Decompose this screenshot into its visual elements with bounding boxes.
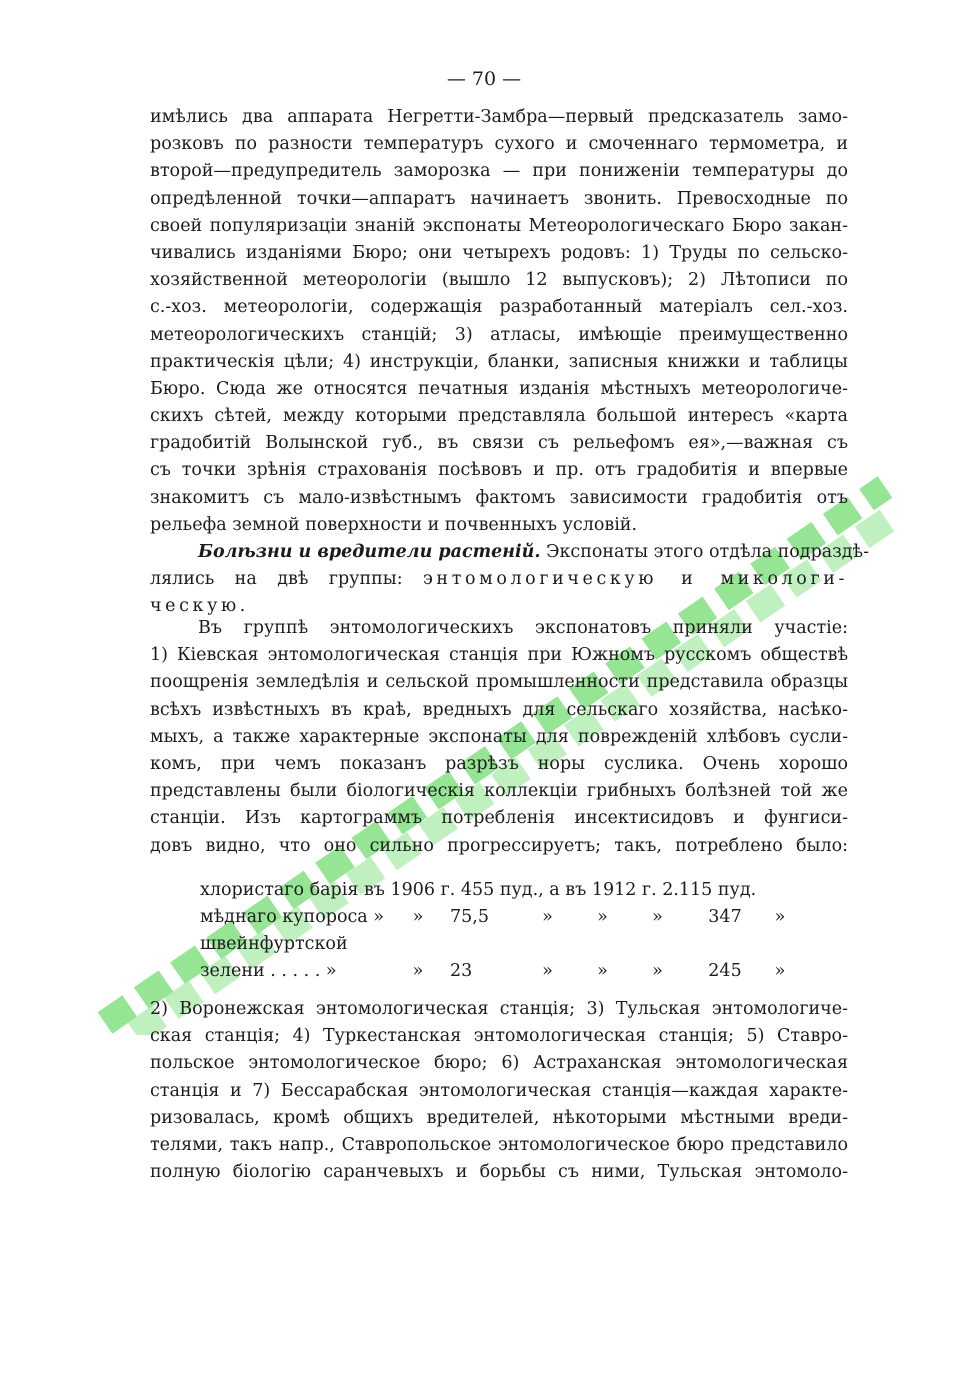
table-row — [200, 873, 795, 900]
text-line: опредѣленной точки—аппаратъ начинаетъ звонить. Превосходные по — [150, 188, 848, 209]
table-cell: 75,5 — [450, 907, 489, 927]
text-line: 1) Кіевская энтомологическая станція при Южномъ русскомъ обществѣ — [150, 645, 848, 666]
table-cell: » — [542, 961, 553, 981]
text-fragment: лялись на двѣ группы: — [150, 569, 424, 590]
text-line: съ точки зрѣнія страхованія посѣвовъ и пр. отъ градобитія и впервые — [150, 460, 848, 481]
text-line: телями, такъ напр., Ставропольское энтомологическое бюро представило — [150, 1134, 848, 1155]
text-line: рельефа земной поверхности и почвенныхъ условій. — [150, 514, 638, 535]
text-line: второй—предупредитель заморозка — при пониженіи температуры до — [150, 161, 848, 182]
text-line: хозяйственной метеорологіи (вышло 12 выпусковъ); 2) Лѣтописи по — [150, 270, 848, 291]
table-cell: 245 — [708, 961, 742, 981]
text-line: практическія цѣли; 4) инструкціи, бланки, записныя книжки и таблицы — [150, 351, 848, 372]
text-line: поощренія земледѣлія и сельской промышленности представила образцы — [150, 672, 848, 693]
table-row — [200, 927, 795, 954]
text-fragment: Экспонаты этого отдѣла подраздѣ- — [540, 542, 870, 562]
table-cell: 347 — [708, 907, 742, 927]
text-line: Бюро. Сюда же относятся печатныя изданія мѣстныхъ метеорологиче- — [150, 378, 848, 399]
table-cell: » — [597, 961, 608, 981]
text-line: станціи. Изъ картограммъ потребленія инсектисидовъ и фунгиси- — [150, 808, 848, 829]
table-cell: хлористаго барія въ 1906 г. 455 пуд., а въ 1912 г. 2.115 пуд. — [200, 880, 757, 900]
text-line: ризовалась, кромѣ общихъ вредителей, нѣкоторыми мѣстными вреди- — [150, 1107, 848, 1128]
text-line: знакомитъ съ мало-извѣстнымъ фактомъ зависимости градобитія отъ — [150, 487, 848, 508]
text-line: 2) Воронежская энтомологическая станція; 3) Тульская энтомологиче- — [150, 999, 848, 1019]
text-line — [150, 539, 870, 566]
paragraph-entomology — [150, 615, 848, 860]
text-line: имѣлись два аппарата Негретти-Замбра—первый предсказатель замо- — [150, 107, 848, 127]
table-cell: мѣднаго купороса » — [200, 907, 384, 927]
table-cell: » — [652, 961, 663, 981]
paragraph-diseases-pests — [150, 539, 870, 621]
paragraph-entomology-continued — [150, 996, 848, 1186]
text-line: скихъ сѣтей, между которыми представляла большой интересъ «карта — [150, 406, 848, 427]
table-cell: » — [652, 907, 663, 927]
spaced-term: ческую. — [150, 596, 249, 617]
text-line: мыхъ, а также характерные экспонаты для поврежденій хлѣбовъ сусли- — [150, 726, 848, 747]
text-line: чивались изданіями Бюро; они четырехъ родовъ: 1) Труды по сельско- — [150, 242, 848, 263]
text-line: представлены были біологическія коллекціи грибныхъ болѣзней той же — [150, 781, 848, 802]
section-lead-heading: Болѣзни и вредители растеній. — [198, 542, 541, 562]
pesticide-consumption-table — [200, 873, 795, 981]
table-cell: » — [597, 907, 608, 927]
text-line: станція и 7) Бессарабская энтомологическая станція—каждая характе- — [150, 1080, 848, 1101]
table-cell: » — [412, 961, 424, 981]
text-line: полную біологію саранчевыхъ и борьбы съ ними, Тульская энтомоло- — [150, 1162, 848, 1183]
text-line: Въ группѣ энтомологическихъ экспонатовъ приняли участіе: — [198, 618, 848, 638]
table-cell: » — [774, 961, 786, 981]
table-cell: » — [774, 907, 786, 927]
text-line: градобитій Волынской губ., въ связи съ рельефомъ ея»,—важная съ — [150, 433, 848, 454]
table-cell: » — [542, 907, 553, 927]
text-line: довъ видно, что оно сильно прогрессируетъ; такъ, потреблено было: — [150, 835, 848, 856]
text-line: с.-хоз. метеорологіи, содержащія разработанный матеріалъ сел.-хоз. — [150, 297, 848, 318]
table-cell: » — [412, 907, 424, 927]
spaced-term: энтомологическую и микологи- — [423, 569, 848, 590]
paragraph-meteorology — [150, 104, 848, 539]
table-cell: зелени . . . . . » — [200, 961, 337, 981]
text-line: своей популяризаціи знаній экспонаты Метеорологическаго Бюро закан- — [150, 215, 848, 236]
text-line: розковъ по разности температуръ сухого и смоченнаго термометра, и — [150, 134, 848, 155]
text-line: польское энтомологическое бюро; 6) Астраханская энтомологическая — [150, 1053, 848, 1074]
page-number: — 70 — — [446, 68, 522, 90]
text-line: метеорологическихъ станцій; 3) атласы, имѣющіе преимущественно — [150, 324, 848, 345]
table-cell: швейнфуртской — [200, 934, 348, 954]
table-cell: 23 — [450, 961, 473, 981]
text-line: всѣхъ извѣстныхъ въ краѣ, вредныхъ для сельскаго хозяйства, насѣко- — [150, 699, 848, 720]
table-row — [200, 900, 795, 927]
table-row — [200, 954, 795, 981]
text-line: ская станція; 4) Туркестанская энтомологическая станція; 5) Ставро- — [150, 1026, 848, 1047]
text-line: комъ, при чемъ показанъ разрѣзъ норы суслика. Очень хорошо — [150, 753, 848, 774]
text-line — [150, 566, 848, 593]
